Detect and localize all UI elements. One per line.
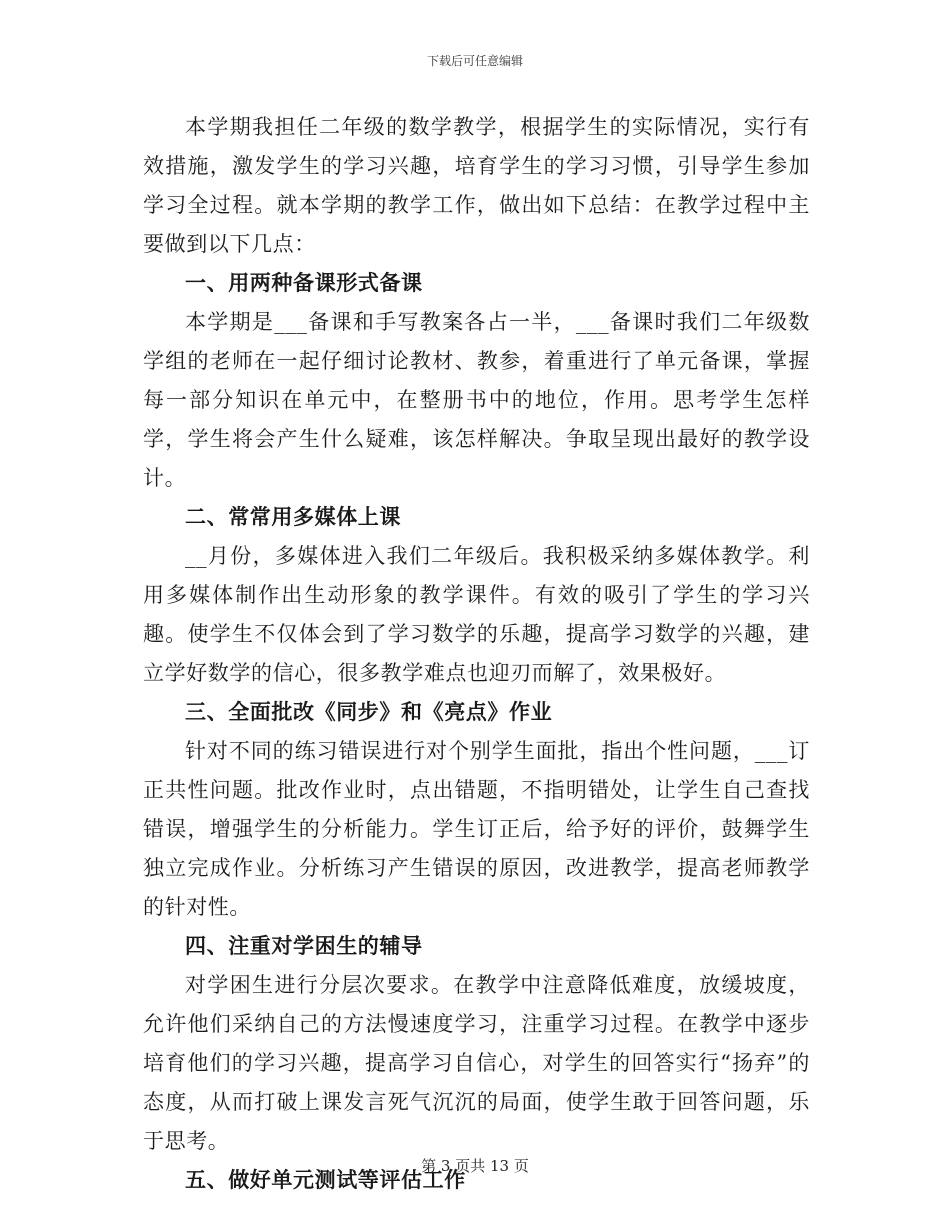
intro-paragraph: 本学期我担任二年级的数学教学，根据学生的实际情况，实行有效措施，激发学生的学习兴趣，培育学生的学习习惯，引导学生参加学习全过程。就本学期的教学工作，做出如下总结：在教学过程中主要做到以下几点：	[143, 115, 810, 256]
section-heading-1: 一、用两种备课形式备课	[185, 271, 423, 295]
section-1-paragraph: 本学期是___备课和手写教案各占一半，___备课时我们二年级数学组的老师在一起仔细讨论教材、教参，着重进行了单元备课，掌握每一部分知识在单元中，在整册书中的地位，作用。思考学生怎样学，学生将会产生什么疑难，该怎样解决。争取呈现出最好的教学设计。	[143, 310, 810, 490]
page-header: 下载后可任意编辑	[426, 54, 523, 68]
section-heading-4: 四、注重对学困生的辅导	[185, 934, 423, 958]
section-2-paragraph: __月份，多媒体进入我们二年级后。我积极采纳多媒体教学。利用多媒体制作出生动形象的教学课件。有效的吸引了学生的学习兴趣。使学生不仅体会到了学习数学的乐趣，提高学习数学的兴趣，建立学好数学的信心，很多教学难点也迎刃而解了，效果极好。	[143, 544, 810, 685]
section-4-paragraph: 对学困生进行分层次要求。在教学中注意降低难度，放缓坡度，允许他们采纳自己的方法慢速度学习，注重学习过程。在教学中逐步培育他们的学习兴趣，提高学习自信心，对学生的回答实行“扬弃”的态度，从而打破上课发言死气沉沉的局面，使学生敢于回答问题，乐于思考。	[143, 973, 810, 1153]
document-body	[143, 108, 810, 1200]
page-number-footer: 第 3 页共 13 页	[421, 1157, 529, 1175]
section-heading-5: 五、做好单元测试等评估工作	[185, 1168, 466, 1192]
section-3-paragraph: 针对不同的练习错误进行对个别学生面批，指出个性问题，___订正共性问题。批改作业时，点出错题，不指明错处，让学生自己查找错误，增强学生的分析能力。学生订正后，给予好的评价，鼓舞学生独立完成作业。分析练习产生错误的原因，改进教学，提高老师教学的针对性。	[143, 739, 810, 919]
section-heading-3: 三、全面批改《同步》和《亮点》作业	[185, 700, 553, 724]
section-heading-2: 二、常常用多媒体上课	[185, 505, 401, 529]
